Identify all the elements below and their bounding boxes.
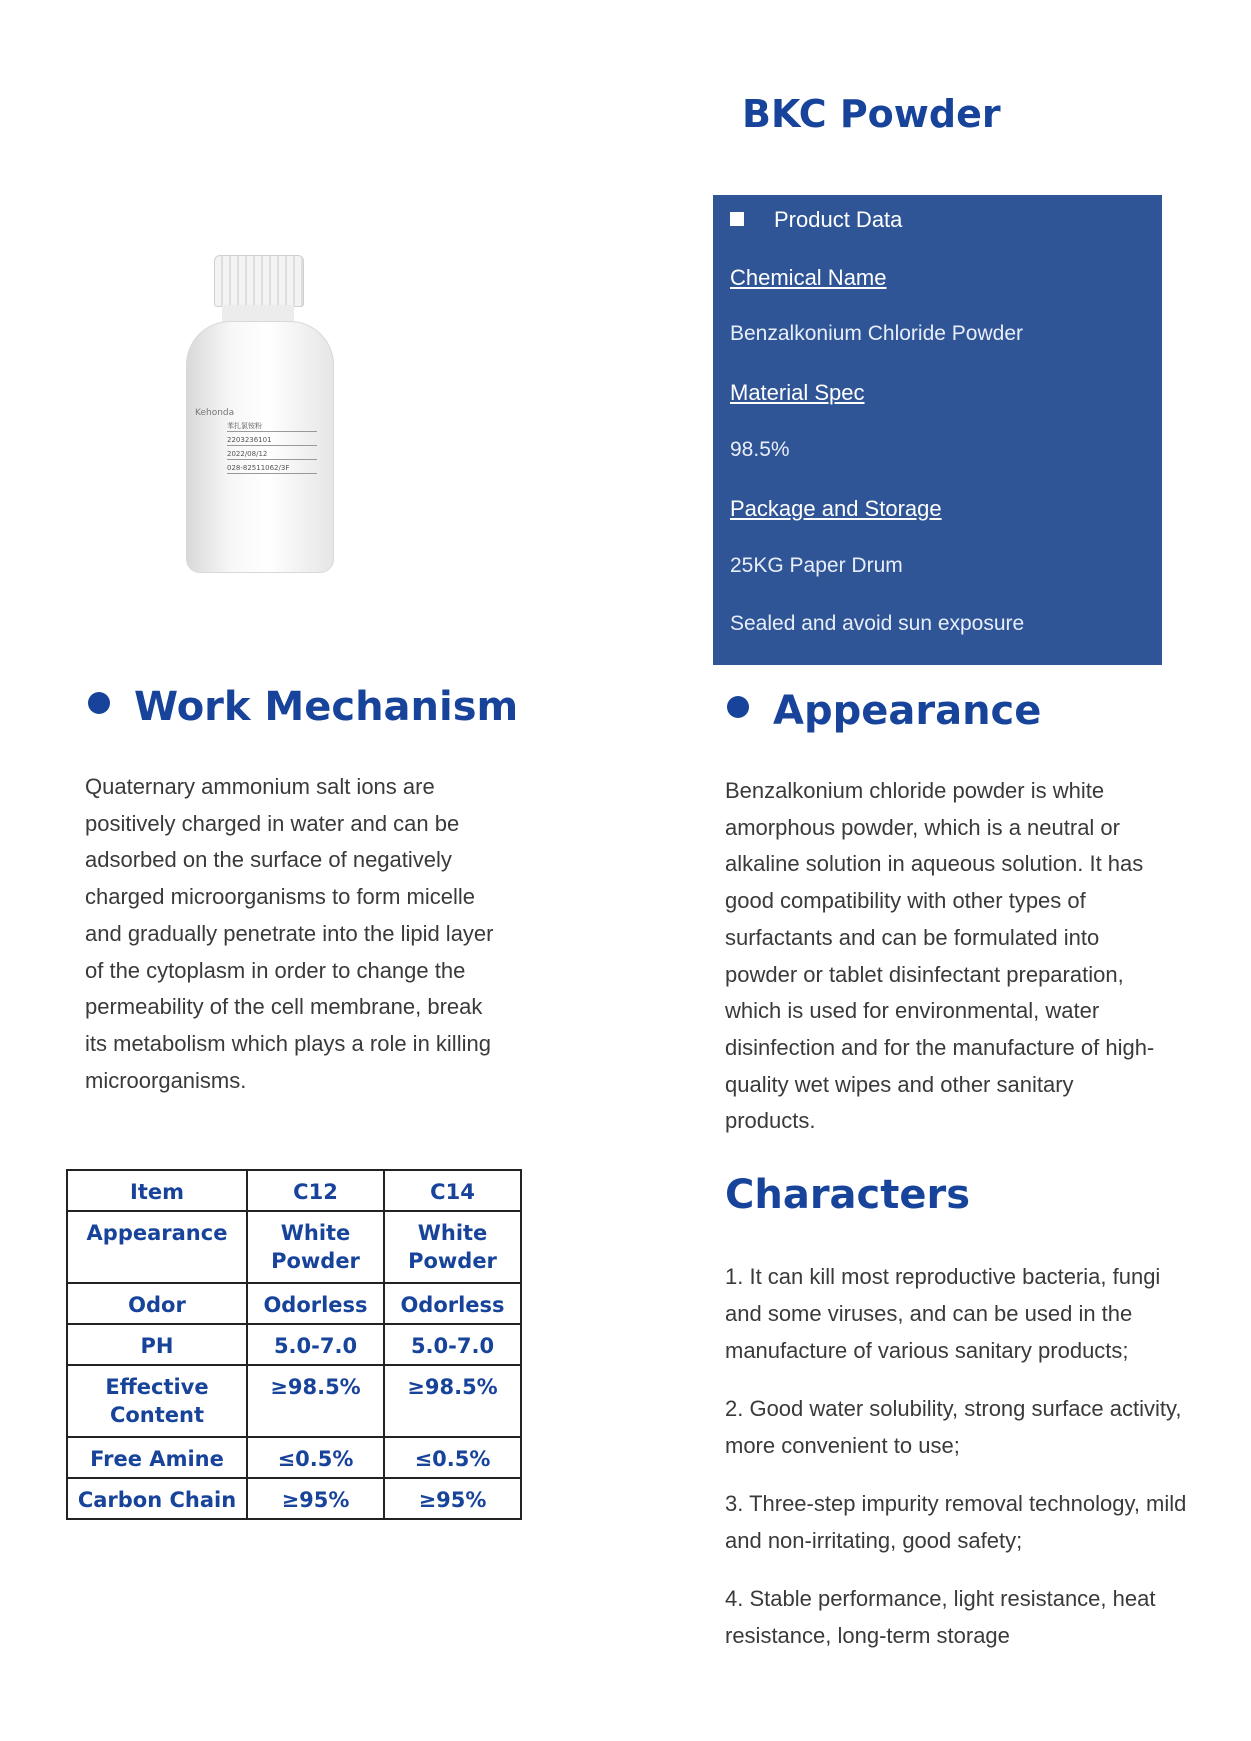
material-spec-value: 98.5%	[730, 438, 790, 461]
list-item: 1. It can kill most reproductive bacteria, fungi and some viruses, and can be used in the manufacture of various sanitary products;	[725, 1264, 1161, 1363]
table-cell: Appearance	[67, 1211, 247, 1283]
table-header-cell: C12	[247, 1170, 384, 1211]
table-cell: Free Amine	[67, 1437, 247, 1478]
bottle-label: Kehonda 苯扎氯铵粉 2203236101 2022/08/12 028-82511062/3F	[195, 408, 317, 503]
list-item: 4. Stable performance, light resistance, heat resistance, long-term storage	[725, 1586, 1156, 1648]
table-row	[67, 1324, 521, 1365]
list-item: 3. Three-step impurity removal technology, mild and non-irritating, good safety;	[725, 1491, 1187, 1553]
package-storage-label: Package and Storage	[730, 496, 942, 521]
table-cell: ≥95%	[247, 1478, 384, 1519]
table-row	[67, 1211, 521, 1283]
product-data-panel	[713, 195, 1162, 665]
table-cell: White Powder	[384, 1211, 521, 1283]
package-value: 25KG Paper Drum	[730, 554, 903, 577]
table-row	[67, 1283, 521, 1324]
characters-list	[725, 1258, 1195, 1675]
product-bottle-image	[186, 255, 336, 571]
table-cell: ≤0.5%	[384, 1437, 521, 1478]
material-spec-label: Material Spec	[730, 380, 865, 405]
table-row	[67, 1365, 521, 1437]
table-cell: White Powder	[247, 1211, 384, 1283]
table-row	[67, 1437, 521, 1478]
work-mechanism-text: Quaternary ammonium salt ions are positively charged in water and can be adsorbed on the surface of negatively charged microorganisms to form micelle and gradually penetrate into the lipid layer of the cytoplasm in order to change the permeability of the cell membrane, break its metabolism which plays a role in killing microorganisms.	[85, 774, 494, 1093]
appearance-text: Benzalkonium chloride powder is white amorphous powder, which is a neutral or alkaline solution in aqueous solution. It has good compatibility with other types of surfactants and can be formulated into powder or tablet disinfectant preparation, which is used for environmental, water disinfection and for the manufacture of high-quality wet wipes and other sanitary products.	[725, 778, 1155, 1134]
table-cell: PH	[67, 1324, 247, 1365]
table-header-row	[67, 1170, 521, 1211]
table-cell: ≥98.5%	[247, 1365, 384, 1437]
table-cell: 5.0-7.0	[384, 1324, 521, 1365]
appearance-heading: Appearance	[727, 688, 1041, 734]
table-row	[67, 1478, 521, 1519]
table-header-cell: Item	[67, 1170, 247, 1211]
bullet-dot-icon	[727, 696, 749, 718]
product-data-header: Product Data	[730, 207, 902, 233]
spec-table	[66, 1169, 522, 1520]
table-cell: ≥95%	[384, 1478, 521, 1519]
characters-heading: Characters	[725, 1172, 971, 1218]
chemical-name-label: Chemical Name	[730, 265, 887, 290]
work-mechanism-heading: Work Mechanism	[88, 684, 518, 730]
bottle-cap	[214, 255, 304, 307]
table-cell: Carbon Chain	[67, 1478, 247, 1519]
page-title: BKC Powder	[742, 92, 1001, 136]
storage-value: Sealed and avoid sun exposure	[730, 612, 1025, 635]
table-cell: Effective Content	[67, 1365, 247, 1437]
table-cell: Odorless	[384, 1283, 521, 1324]
chemical-name-value: Benzalkonium Chloride Powder	[730, 322, 1023, 345]
table-cell: Odor	[67, 1283, 247, 1324]
table-header-cell: C14	[384, 1170, 521, 1211]
table-cell: ≤0.5%	[247, 1437, 384, 1478]
bottle-brand: Kehonda	[195, 408, 235, 418]
table-cell: ≥98.5%	[384, 1365, 521, 1437]
square-bullet-icon	[730, 212, 744, 226]
list-item: 2. Good water solubility, strong surface activity, more convenient to use;	[725, 1396, 1182, 1458]
bullet-dot-icon	[88, 692, 110, 714]
table-cell: Odorless	[247, 1283, 384, 1324]
table-cell: 5.0-7.0	[247, 1324, 384, 1365]
